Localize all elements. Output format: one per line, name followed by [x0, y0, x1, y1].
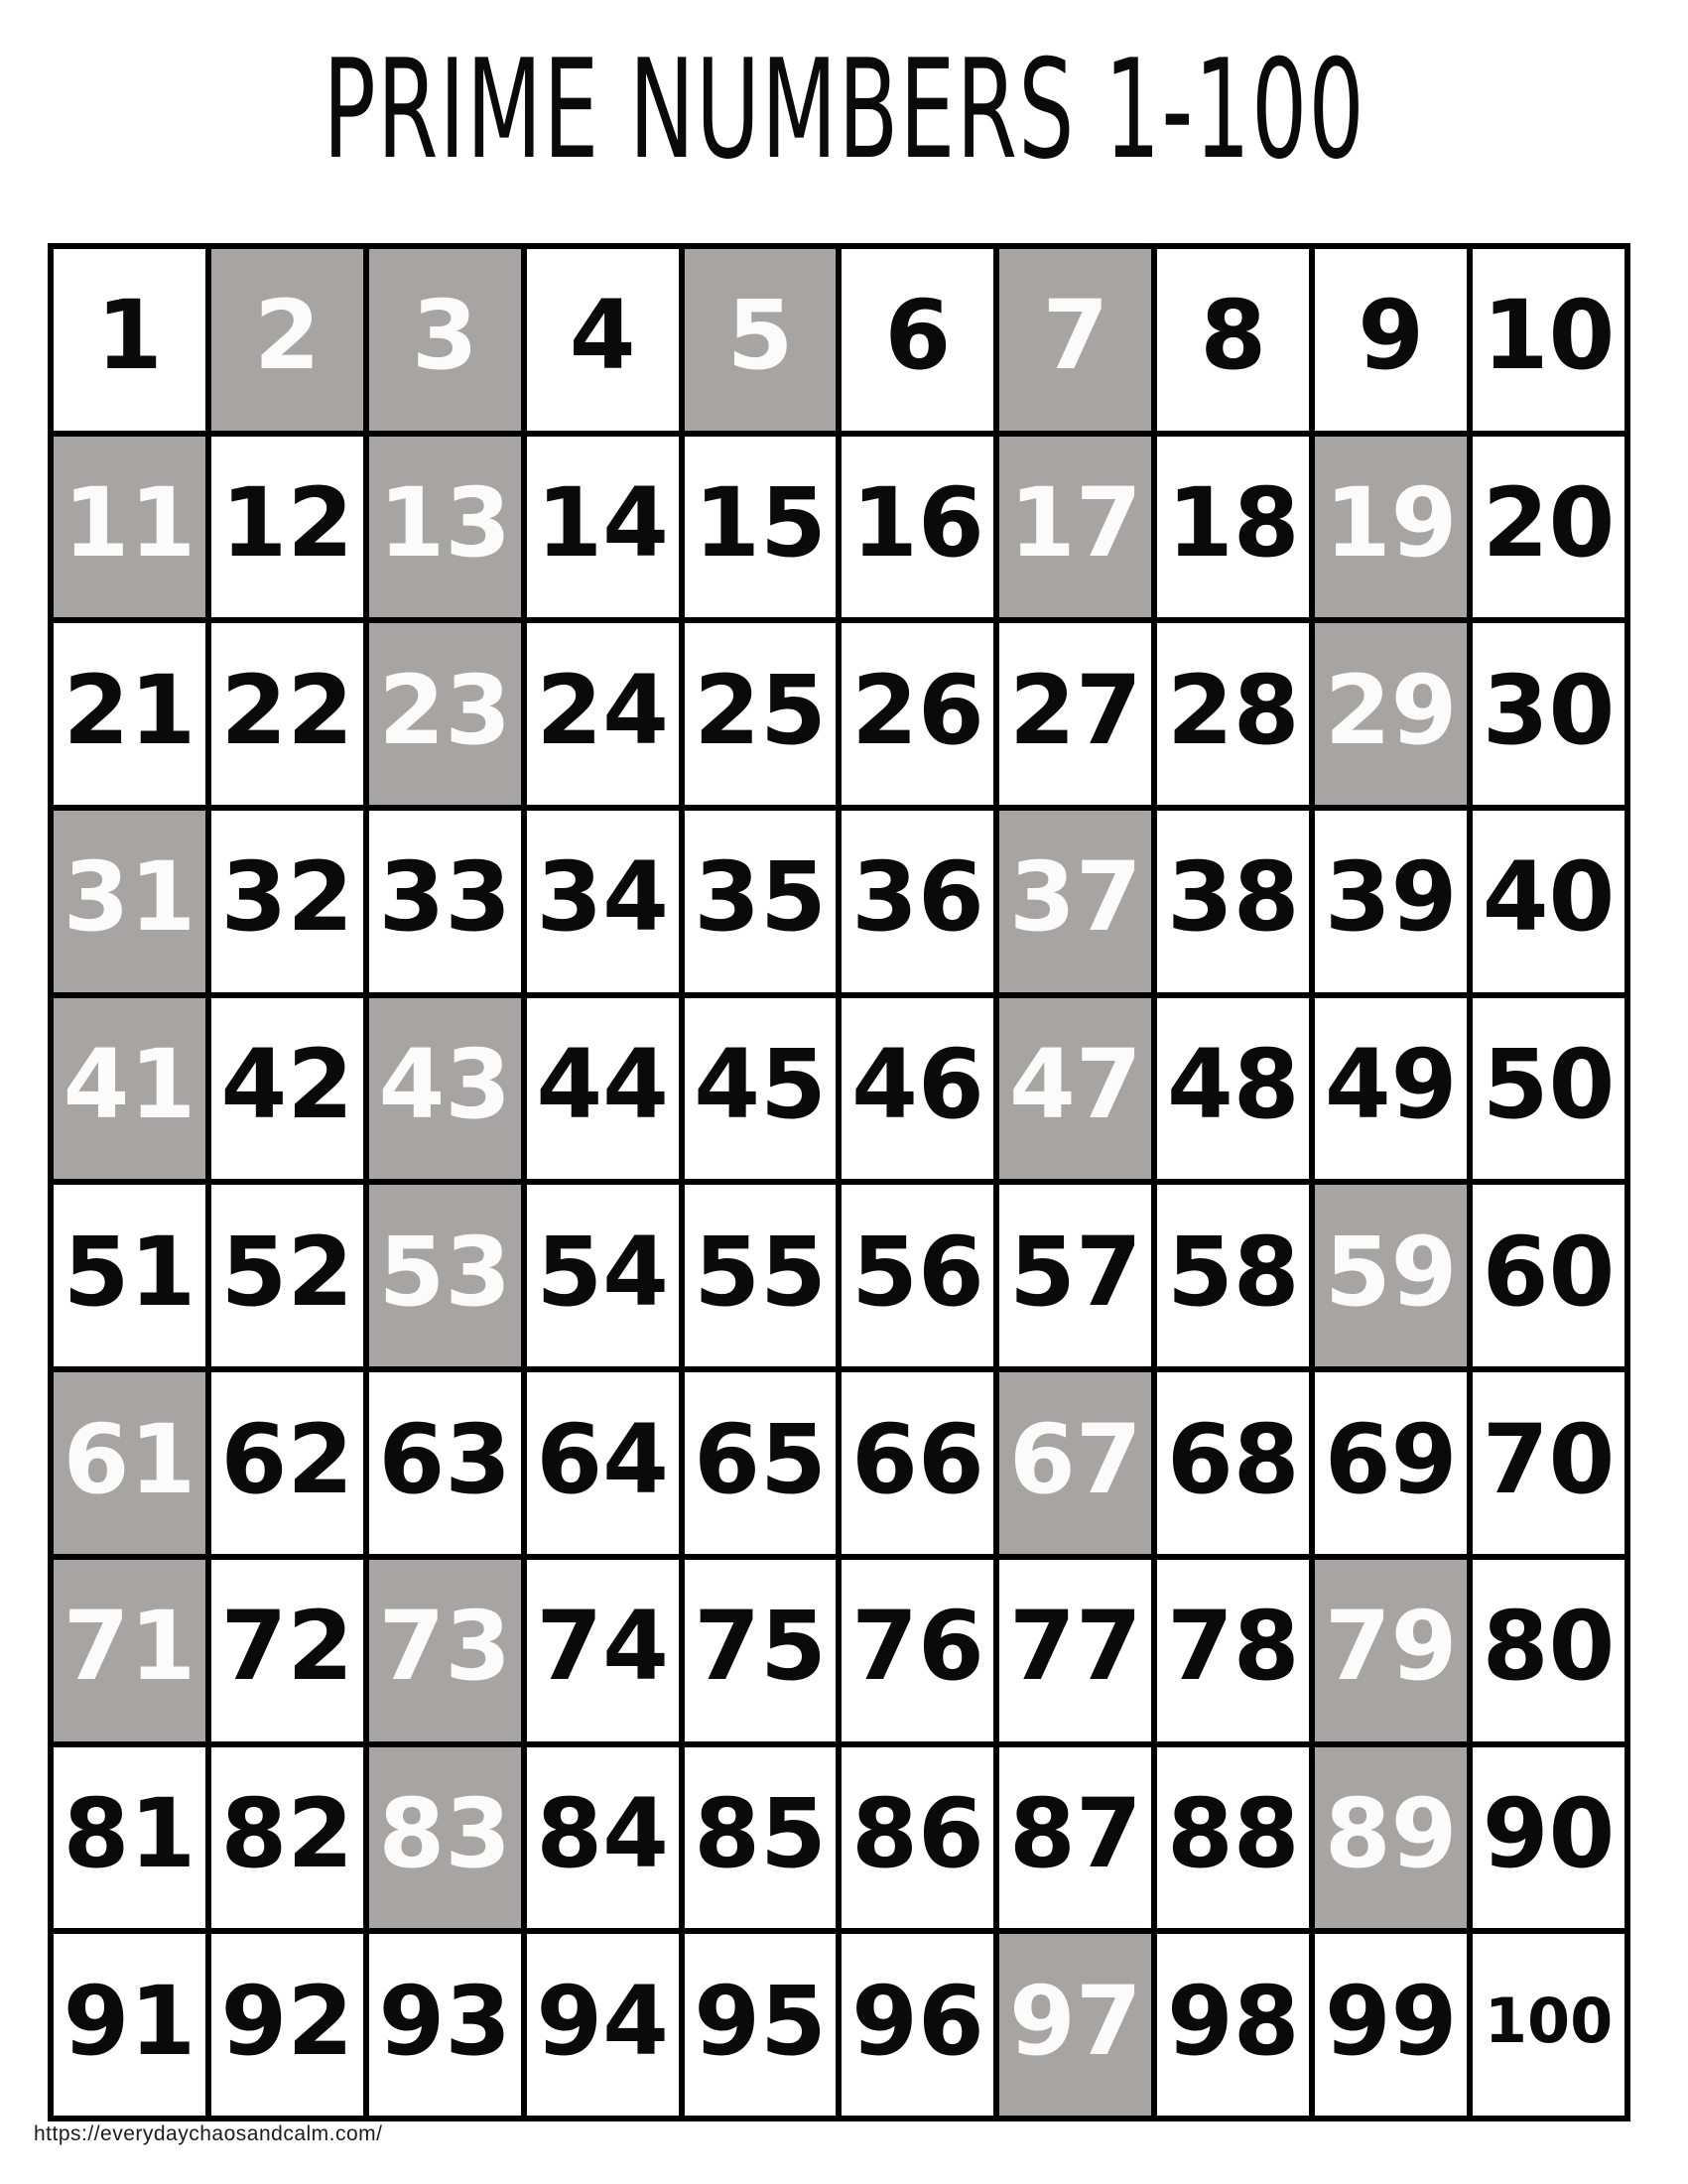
number-cell-20: [1473, 437, 1624, 618]
number-cell-21: [54, 623, 205, 805]
number-cell-28: [1157, 623, 1309, 805]
number-label: 18: [1166, 467, 1300, 579]
number-cell-89: [1315, 1747, 1467, 1929]
number-cell-64: [527, 1372, 679, 1554]
number-cell-46: [842, 998, 993, 1180]
number-label: 71: [63, 1591, 196, 1703]
number-label: 8: [1200, 280, 1267, 392]
number-label: 12: [220, 467, 354, 579]
number-cell-32: [211, 811, 363, 992]
number-label: 91: [63, 1965, 196, 2077]
number-cell-69: [1315, 1372, 1467, 1554]
number-label: 29: [1324, 654, 1458, 766]
number-label: 3: [411, 280, 478, 392]
number-cell-96: [842, 1934, 993, 2116]
number-cell-29: [1315, 623, 1467, 805]
number-label: 30: [1482, 654, 1616, 766]
number-cell-82: [211, 1747, 363, 1929]
number-label: 47: [1009, 1029, 1142, 1141]
number-cell-27: [999, 623, 1151, 805]
number-cell-59: [1315, 1185, 1467, 1366]
number-label: 73: [378, 1591, 512, 1703]
number-cell-42: [211, 998, 363, 1180]
number-label: 13: [378, 467, 512, 579]
number-cell-67: [999, 1372, 1151, 1554]
number-label: 58: [1166, 1216, 1300, 1328]
number-label: 55: [694, 1216, 827, 1328]
number-label: 19: [1324, 467, 1458, 579]
number-label: 53: [378, 1216, 512, 1328]
number-cell-30: [1473, 623, 1624, 805]
number-cell-10: [1473, 249, 1624, 431]
number-label: 48: [1166, 1029, 1300, 1141]
number-label: 96: [851, 1965, 984, 2077]
number-label: 40: [1482, 841, 1616, 954]
number-cell-99: [1315, 1934, 1467, 2116]
prime-number-grid: [48, 243, 1630, 2121]
number-cell-74: [527, 1560, 679, 1741]
number-label: 65: [694, 1403, 827, 1515]
number-label: 76: [851, 1591, 984, 1703]
number-cell-3: [369, 249, 521, 431]
number-label: 88: [1166, 1777, 1300, 1889]
number-label: 21: [63, 654, 196, 766]
number-cell-54: [527, 1185, 679, 1366]
number-cell-97: [999, 1934, 1151, 2116]
number-cell-44: [527, 998, 679, 1180]
number-cell-87: [999, 1747, 1151, 1929]
number-cell-31: [54, 811, 205, 992]
number-label: 34: [536, 841, 669, 954]
number-label: 6: [884, 280, 952, 392]
number-label: 4: [569, 280, 636, 392]
number-cell-18: [1157, 437, 1309, 618]
number-label: 79: [1324, 1591, 1458, 1703]
number-label: 69: [1324, 1403, 1458, 1515]
number-label: 52: [220, 1216, 354, 1328]
number-cell-100: [1473, 1934, 1624, 2116]
number-label: 93: [378, 1965, 512, 2077]
number-label: 100: [1484, 1985, 1614, 2058]
number-cell-34: [527, 811, 679, 992]
number-cell-78: [1157, 1560, 1309, 1741]
number-cell-75: [685, 1560, 837, 1741]
number-cell-52: [211, 1185, 363, 1366]
number-label: 85: [694, 1777, 827, 1889]
number-cell-37: [999, 811, 1151, 992]
number-label: 90: [1482, 1777, 1616, 1889]
number-label: 98: [1166, 1965, 1300, 2077]
number-cell-55: [685, 1185, 837, 1366]
number-label: 59: [1324, 1216, 1458, 1328]
number-label: 99: [1324, 1965, 1458, 2077]
number-label: 51: [63, 1216, 196, 1328]
number-cell-71: [54, 1560, 205, 1741]
number-label: 11: [63, 467, 196, 579]
number-label: 35: [694, 841, 827, 954]
number-cell-68: [1157, 1372, 1309, 1554]
number-cell-51: [54, 1185, 205, 1366]
number-label: 80: [1482, 1591, 1616, 1703]
number-label: 87: [1009, 1777, 1142, 1889]
number-cell-41: [54, 998, 205, 1180]
number-cell-39: [1315, 811, 1467, 992]
number-label: 61: [63, 1403, 196, 1515]
number-cell-56: [842, 1185, 993, 1366]
number-label: 54: [536, 1216, 669, 1328]
number-label: 57: [1009, 1216, 1142, 1328]
number-label: 75: [694, 1591, 827, 1703]
number-label: 72: [220, 1591, 354, 1703]
number-label: 17: [1009, 467, 1142, 579]
number-cell-81: [54, 1747, 205, 1929]
number-cell-26: [842, 623, 993, 805]
number-cell-16: [842, 437, 993, 618]
number-cell-60: [1473, 1185, 1624, 1366]
number-cell-95: [685, 1934, 837, 2116]
number-label: 81: [63, 1777, 196, 1889]
number-cell-70: [1473, 1372, 1624, 1554]
number-label: 89: [1324, 1777, 1458, 1889]
number-cell-19: [1315, 437, 1467, 618]
number-cell-65: [685, 1372, 837, 1554]
number-cell-12: [211, 437, 363, 618]
number-label: 26: [851, 654, 984, 766]
number-cell-22: [211, 623, 363, 805]
number-cell-14: [527, 437, 679, 618]
number-label: 97: [1009, 1965, 1142, 2077]
number-cell-66: [842, 1372, 993, 1554]
number-cell-62: [211, 1372, 363, 1554]
number-label: 42: [220, 1029, 354, 1141]
number-cell-45: [685, 998, 837, 1180]
number-cell-73: [369, 1560, 521, 1741]
number-label: 45: [694, 1029, 827, 1141]
number-cell-93: [369, 1934, 521, 2116]
number-label: 62: [220, 1403, 354, 1515]
number-label: 94: [536, 1965, 669, 2077]
number-cell-15: [685, 437, 837, 618]
number-label: 15: [694, 467, 827, 579]
number-label: 1: [96, 280, 163, 392]
number-label: 33: [378, 841, 512, 954]
number-label: 64: [536, 1403, 669, 1515]
number-cell-13: [369, 437, 521, 618]
number-label: 24: [536, 654, 669, 766]
number-label: 32: [220, 841, 354, 954]
number-label: 27: [1009, 654, 1142, 766]
number-cell-47: [999, 998, 1151, 1180]
number-cell-36: [842, 811, 993, 992]
number-label: 77: [1009, 1591, 1142, 1703]
number-cell-86: [842, 1747, 993, 1929]
number-label: 37: [1009, 841, 1142, 954]
number-label: 10: [1482, 280, 1616, 392]
number-cell-58: [1157, 1185, 1309, 1366]
number-cell-77: [999, 1560, 1151, 1741]
number-cell-33: [369, 811, 521, 992]
number-label: 16: [851, 467, 984, 579]
number-cell-1: [54, 249, 205, 431]
number-label: 9: [1358, 280, 1425, 392]
source-url: https://everydaychaosandcalm.com/: [34, 2122, 383, 2145]
number-label: 39: [1324, 841, 1458, 954]
number-cell-38: [1157, 811, 1309, 992]
number-label: 56: [851, 1216, 984, 1328]
number-cell-5: [685, 249, 837, 431]
number-label: 84: [536, 1777, 669, 1889]
number-cell-91: [54, 1934, 205, 2116]
number-label: 66: [851, 1403, 984, 1515]
number-cell-35: [685, 811, 837, 992]
number-label: 2: [253, 280, 321, 392]
number-label: 74: [536, 1591, 669, 1703]
number-label: 68: [1166, 1403, 1300, 1515]
number-cell-11: [54, 437, 205, 618]
page-title: PRIME NUMBERS 1-100: [323, 30, 1365, 190]
number-cell-63: [369, 1372, 521, 1554]
number-cell-7: [999, 249, 1151, 431]
number-label: 41: [63, 1029, 196, 1141]
number-cell-92: [211, 1934, 363, 2116]
number-label: 60: [1482, 1216, 1616, 1328]
number-label: 92: [220, 1965, 354, 2077]
number-cell-8: [1157, 249, 1309, 431]
number-cell-25: [685, 623, 837, 805]
number-label: 49: [1324, 1029, 1458, 1141]
number-cell-76: [842, 1560, 993, 1741]
number-label: 36: [851, 841, 984, 954]
number-cell-48: [1157, 998, 1309, 1180]
number-label: 95: [694, 1965, 827, 2077]
number-label: 23: [378, 654, 512, 766]
number-cell-84: [527, 1747, 679, 1929]
number-cell-40: [1473, 811, 1624, 992]
number-cell-9: [1315, 249, 1467, 431]
number-label: 86: [851, 1777, 984, 1889]
number-cell-83: [369, 1747, 521, 1929]
number-label: 78: [1166, 1591, 1300, 1703]
number-label: 70: [1482, 1403, 1616, 1515]
number-cell-2: [211, 249, 363, 431]
number-cell-43: [369, 998, 521, 1180]
number-cell-94: [527, 1934, 679, 2116]
number-label: 83: [378, 1777, 512, 1889]
number-cell-53: [369, 1185, 521, 1366]
number-label: 44: [536, 1029, 669, 1141]
number-label: 7: [1042, 280, 1109, 392]
number-cell-6: [842, 249, 993, 431]
number-label: 14: [536, 467, 669, 579]
number-label: 67: [1009, 1403, 1142, 1515]
number-label: 28: [1166, 654, 1300, 766]
number-label: 31: [63, 841, 196, 954]
number-cell-4: [527, 249, 679, 431]
number-cell-98: [1157, 1934, 1309, 2116]
number-cell-79: [1315, 1560, 1467, 1741]
number-label: 20: [1482, 467, 1616, 579]
number-cell-72: [211, 1560, 363, 1741]
page-title-wrap: [0, 30, 1688, 190]
number-cell-80: [1473, 1560, 1624, 1741]
number-label: 82: [220, 1777, 354, 1889]
number-cell-88: [1157, 1747, 1309, 1929]
number-label: 63: [378, 1403, 512, 1515]
number-cell-24: [527, 623, 679, 805]
number-label: 38: [1166, 841, 1300, 954]
number-label: 46: [851, 1029, 984, 1141]
number-label: 43: [378, 1029, 512, 1141]
number-cell-50: [1473, 998, 1624, 1180]
number-cell-90: [1473, 1747, 1624, 1929]
number-label: 25: [694, 654, 827, 766]
number-cell-17: [999, 437, 1151, 618]
number-cell-85: [685, 1747, 837, 1929]
number-cell-23: [369, 623, 521, 805]
number-label: 50: [1482, 1029, 1616, 1141]
number-cell-61: [54, 1372, 205, 1554]
number-label: 5: [726, 280, 794, 392]
number-cell-57: [999, 1185, 1151, 1366]
number-label: 22: [220, 654, 354, 766]
number-cell-49: [1315, 998, 1467, 1180]
